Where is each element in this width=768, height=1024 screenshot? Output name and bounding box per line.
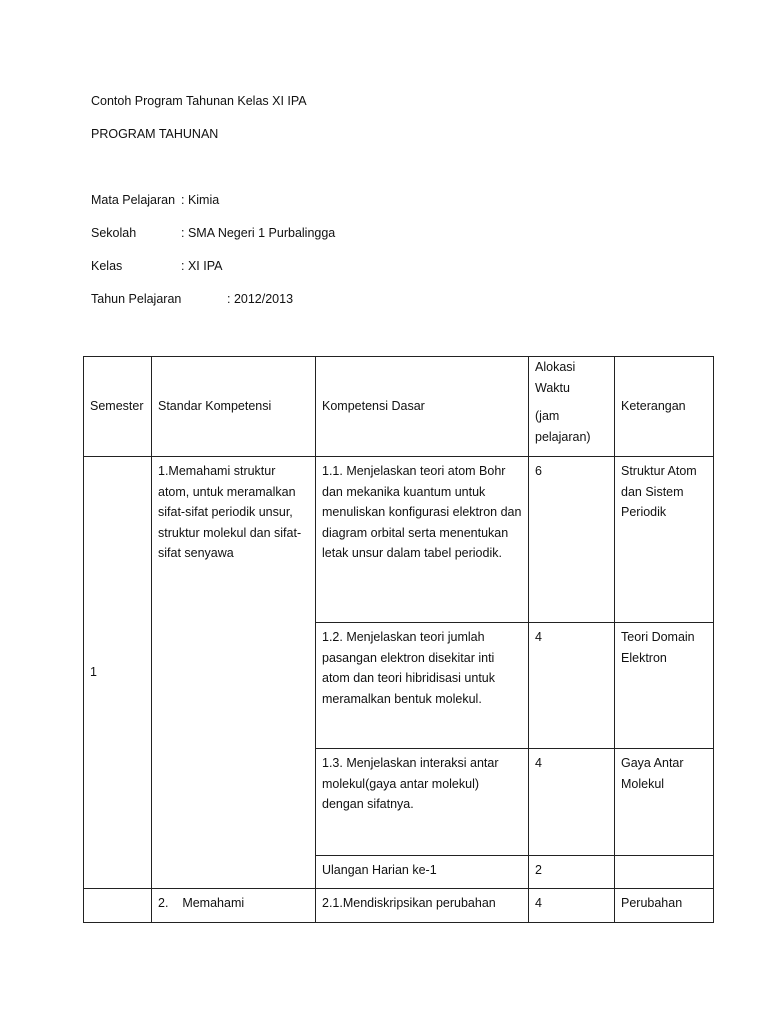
- document-title: Contoh Program Tahunan Kelas XI IPA: [91, 94, 307, 108]
- alokasi-cell: 4: [529, 889, 615, 923]
- kompetensi-dasar-cell: 1.3. Menjelaskan interaksi antar molekul(gaya antar molekul) dengan sifatnya.: [316, 749, 529, 856]
- info-value-mata-pelajaran: : Kimia: [181, 193, 220, 207]
- header-keterangan: Keterangan: [615, 357, 714, 457]
- header-alokasi-waktu: [529, 357, 615, 457]
- table-header-row: [84, 357, 714, 457]
- page-heading: PROGRAM TAHUNAN: [91, 127, 219, 141]
- alokasi-cell: 2: [529, 856, 615, 889]
- keterangan-cell: Teori Domain Elektron: [615, 623, 714, 749]
- kompetensi-dasar-cell: 2.1.Mendiskripsikan perubahan: [316, 889, 529, 923]
- semester-cell: 1: [84, 457, 152, 889]
- header-semester: Semester: [84, 357, 152, 457]
- standar-kompetensi-cell: 1.Memahami struktur atom, untuk meramalkan sifat-sifat periodik unsur, struktur molekul dan sifat-sifat senyawa: [152, 457, 316, 889]
- keterangan-cell: Gaya Antar Molekul: [615, 749, 714, 856]
- info-label-mata-pelajaran: Mata Pelajaran: [91, 193, 176, 207]
- semester-cell-empty: [84, 889, 152, 923]
- kompetensi-dasar-cell: 1.1. Menjelaskan teori atom Bohr dan mekanika kuantum untuk menuliskan konfigurasi elektron dan diagram orbital serta menentukan letak unsur dalam tabel periodik.: [316, 457, 529, 623]
- info-label-kelas: Kelas: [91, 259, 123, 273]
- header-standar-kompetensi: Standar Kompetensi: [152, 357, 316, 457]
- keterangan-cell: Struktur Atom dan Sistem Periodik: [615, 457, 714, 623]
- alokasi-cell: 6: [529, 457, 615, 623]
- header-alokasi-unit: (jam pelajaran): [535, 409, 591, 444]
- keterangan-cell: Perubahan: [615, 889, 714, 923]
- alokasi-cell: 4: [529, 623, 615, 749]
- table-row: [84, 457, 714, 623]
- header-alokasi-label: Alokasi Waktu: [535, 360, 576, 395]
- standar-kompetensi-cell: 2. Memahami: [152, 889, 316, 923]
- table-row: [84, 889, 714, 923]
- program-table: [83, 356, 714, 923]
- info-label-tahun-pelajaran: Tahun Pelajaran: [91, 292, 182, 306]
- alokasi-cell: 4: [529, 749, 615, 856]
- info-value-sekolah: : SMA Negeri 1 Purbalingga: [181, 226, 336, 240]
- keterangan-cell: [615, 856, 714, 889]
- kompetensi-dasar-cell: 1.2. Menjelaskan teori jumlah pasangan elektron disekitar inti atom dan teori hibridisasi untuk meramalkan bentuk molekul.: [316, 623, 529, 749]
- info-value-kelas: : XI IPA: [181, 259, 223, 273]
- info-label-sekolah: Sekolah: [91, 226, 137, 240]
- header-kompetensi-dasar: Kompetensi Dasar: [316, 357, 529, 457]
- kompetensi-dasar-cell: Ulangan Harian ke-1: [316, 856, 529, 889]
- info-value-tahun-pelajaran: : 2012/2013: [227, 292, 294, 306]
